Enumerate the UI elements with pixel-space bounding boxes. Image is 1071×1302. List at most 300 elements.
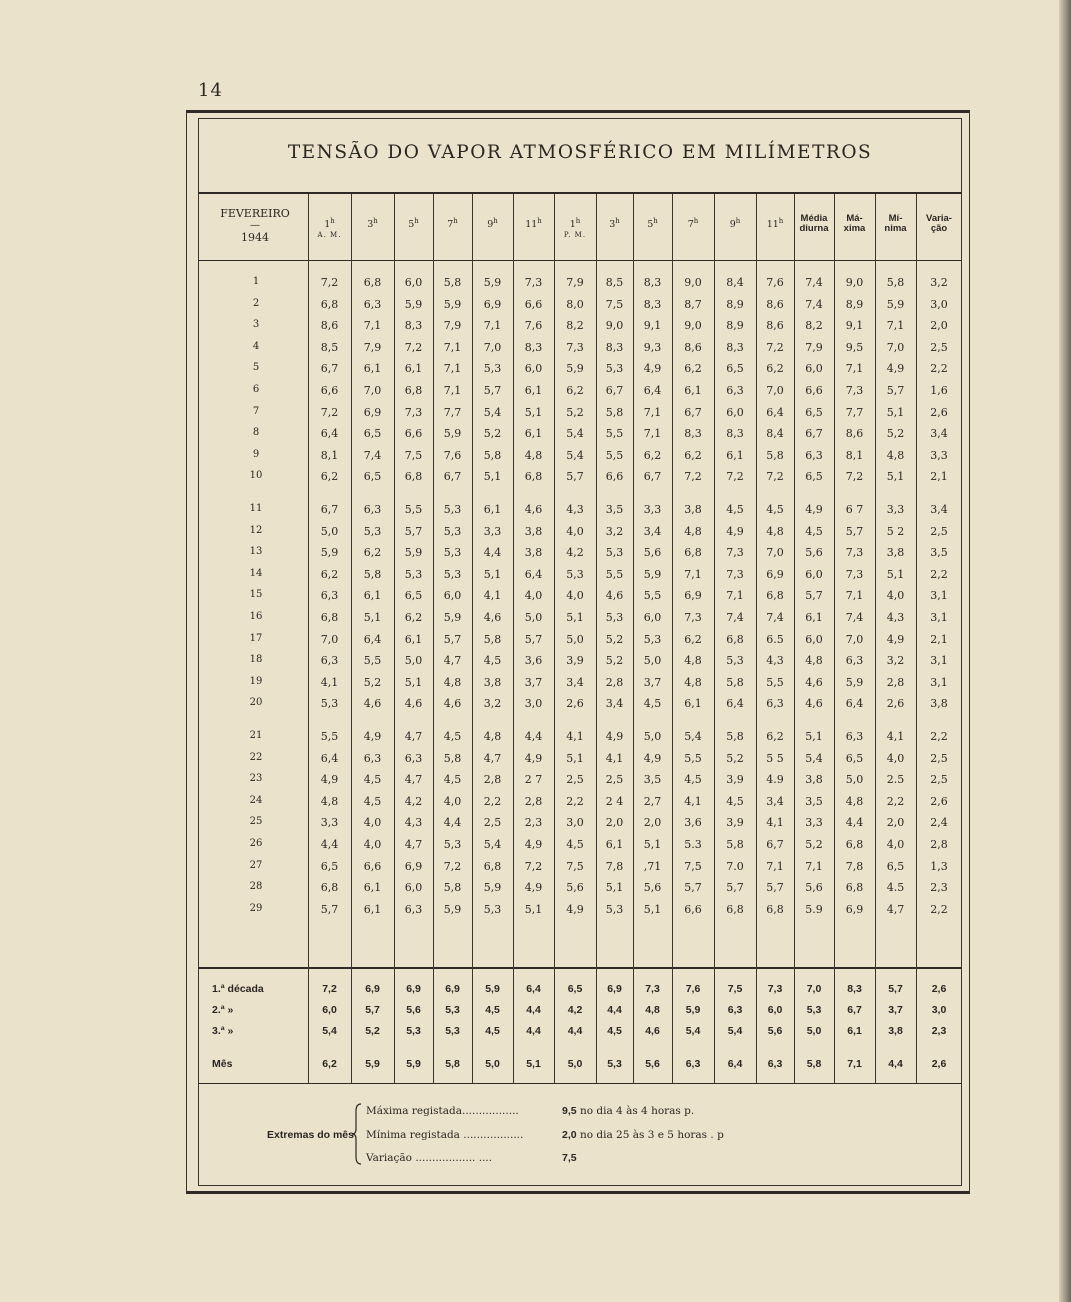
summary-cell: 6,7 — [847, 1004, 862, 1016]
table-cell: 5,2 — [363, 675, 382, 689]
table-cell: 5,3 — [443, 524, 462, 538]
table-cell: 7,2 — [684, 470, 702, 484]
column-header-8: 3$^h$ — [609, 217, 620, 231]
table-cell: 5,1 — [566, 611, 584, 624]
summary-cell: 2,3 — [931, 1025, 947, 1037]
table-cell: 3,4 — [930, 503, 948, 516]
summary-cell: 5,9 — [685, 1004, 701, 1016]
table-cell: 2,0 — [886, 816, 905, 830]
table-cell: 6,5 — [805, 470, 823, 484]
table-cell: 9,3 — [643, 340, 662, 354]
table-cell: 6,0 — [643, 611, 662, 624]
hour-unit: h — [493, 217, 498, 225]
day-number: 6 — [252, 384, 260, 395]
table-cell: 3,3 — [483, 524, 502, 538]
table-cell: 5,9 — [566, 362, 584, 376]
table-cell: 3,4 — [605, 697, 624, 711]
table-cell: 6,2 — [363, 546, 382, 560]
year-label: 1944 — [241, 231, 269, 244]
column-header-6: 11$^h$ — [525, 217, 542, 231]
table-cell: 4,8 — [320, 794, 339, 808]
table-cell: 2,2 — [930, 567, 948, 581]
table-cell: 3,8 — [524, 546, 543, 560]
table-cell: 6,8 — [726, 632, 744, 646]
table-cell: 4,8 — [886, 448, 905, 462]
table-cell: 7,6 — [524, 319, 543, 333]
table-cell: 4,0 — [886, 838, 905, 851]
table-cell: 3,4 — [566, 675, 584, 689]
table-cell: 6,7 — [805, 427, 823, 441]
table-cell: 5,9 — [483, 276, 502, 289]
table-cell: 6,8 — [483, 859, 502, 873]
summary-cell: 5,7 — [365, 1004, 380, 1016]
table-cell: 6,0 — [404, 276, 423, 289]
summary-cell: 5,4 — [322, 1025, 337, 1037]
summary-cell: 4,4 — [888, 1058, 903, 1070]
table-cell: 5,0 — [320, 524, 339, 538]
table-cell: 4,1 — [566, 730, 584, 743]
day-number: 23 — [249, 773, 263, 785]
table-cell: 6,7 — [443, 470, 462, 484]
table-cell: 5,7 — [886, 384, 905, 397]
table-title: TENSÃO DO VAPOR ATMOSFÉRICO EM MILÍMETROS — [287, 142, 873, 163]
table-cell: 6,3 — [845, 730, 864, 743]
table-cell: 3,3 — [643, 503, 662, 516]
table-cell: 8,1 — [845, 448, 864, 462]
table-cell: 9,5 — [845, 340, 864, 354]
summary-cell: 5,2 — [365, 1025, 380, 1037]
table-cell: 5,3 — [483, 902, 502, 916]
table-cell: 7,2 — [320, 405, 339, 419]
table-cell: 4,6 — [443, 697, 462, 711]
day-number: 17 — [249, 632, 263, 644]
table-cell: 3,2 — [930, 276, 948, 289]
table-cell: 6,7 — [605, 384, 624, 397]
table-cell: 5,9 — [404, 546, 423, 560]
table-cell: 8,3 — [643, 297, 662, 311]
table-cell: 3,9 — [726, 816, 744, 830]
table-cell: 2,8 — [605, 675, 624, 689]
table-cell: 4,7 — [483, 751, 502, 765]
table-cell: 6,1 — [726, 448, 744, 462]
table-cell: 8,2 — [566, 319, 584, 333]
table-cell: 7,3 — [845, 546, 864, 560]
table-cell: 5,8 — [483, 448, 502, 462]
table-cell: 6,4 — [643, 384, 662, 397]
table-cell: 5,3 — [363, 524, 382, 538]
table-cell: 7,2 — [766, 340, 784, 354]
table-cell: 4,3 — [886, 611, 905, 624]
table-cell: 7,3 — [684, 611, 702, 624]
table-cell: 4,9 — [524, 751, 543, 765]
table-cell: 8,2 — [805, 319, 823, 333]
summary-cell: 6,5 — [567, 983, 583, 995]
table-cell: 8,9 — [845, 297, 864, 311]
day-number: 9 — [252, 448, 260, 460]
table-cell: 7,4 — [766, 611, 784, 624]
summary-cell: 8,3 — [847, 983, 862, 995]
table-cell: 4,9 — [363, 730, 382, 743]
table-cell: 3,4 — [766, 794, 784, 808]
table-cell: 5,1 — [483, 567, 502, 581]
extreme-value — [562, 1152, 577, 1164]
stat-header-1: Média diurna — [799, 213, 829, 234]
table-cell: 3,0 — [930, 297, 948, 311]
table-cell: 6,4 — [363, 632, 382, 646]
table-cell: 6,9 — [404, 859, 423, 873]
table-cell: 5,9 — [443, 902, 462, 916]
extreme-detail: no dia 4 às 4 horas p. — [576, 1105, 695, 1117]
summary-cell: 5,3 — [806, 1004, 822, 1016]
table-cell: 5,2 — [566, 405, 584, 419]
table-cell: 5,3 — [566, 567, 584, 581]
summary-cell: 6,0 — [322, 1004, 337, 1016]
table-cell: 4,3 — [566, 503, 584, 516]
table-cell: 7,1 — [684, 567, 702, 581]
table-cell: 5,3 — [605, 611, 624, 624]
day-number: 27 — [249, 859, 263, 871]
table-cell: 8,0 — [566, 297, 584, 311]
table-cell: 4,9 — [524, 838, 543, 851]
table-cell: 3,6 — [684, 816, 702, 830]
table-cell: 4,7 — [404, 838, 423, 851]
table-cell: 7,2 — [320, 276, 339, 289]
table-cell: 8,4 — [766, 427, 784, 441]
day-number: 26 — [249, 838, 263, 849]
table-cell: 4,2 — [566, 546, 584, 560]
summary-cell: 6,9 — [406, 983, 421, 995]
table-cell: 7,3 — [845, 384, 864, 397]
table-cell: 6,9 — [766, 567, 784, 581]
table-cell: 5,7 — [684, 881, 702, 895]
summary-cell: 7,5 — [727, 983, 743, 995]
table-cell: 2,0 — [605, 816, 624, 830]
summary-cell: 5,7 — [888, 983, 903, 995]
table-cell: 3,9 — [566, 654, 584, 668]
summary-cell: 3,0 — [931, 1004, 947, 1016]
summary-cell: 5,0 — [806, 1025, 822, 1037]
table-cell: 5.9 — [805, 902, 823, 916]
table-cell: 5,7 — [483, 384, 502, 397]
summary-cell: 4,5 — [485, 1004, 500, 1016]
table-cell: 7,4 — [805, 276, 823, 289]
table-cell: 6,0 — [524, 362, 543, 376]
table-cell: 3,2 — [605, 524, 624, 538]
table-cell: 5,3 — [443, 503, 462, 516]
table-cell: 6,5 — [320, 859, 339, 873]
table-cell: 5,5 — [605, 567, 624, 581]
table-cell: 5,1 — [524, 405, 543, 419]
table-cell: 5,5 — [605, 427, 624, 441]
table-cell: 5,1 — [404, 675, 423, 689]
table-cell: 7,2 — [726, 470, 744, 484]
table-cell: 5,1 — [524, 902, 543, 916]
table-cell: 9,1 — [845, 319, 864, 333]
column-header-4: 7$^h$ — [447, 217, 458, 231]
table-cell: 5,3 — [605, 546, 624, 560]
hour-unit: h — [330, 217, 335, 225]
table-cell: 6,1 — [483, 503, 502, 516]
table-cell: 7,8 — [605, 859, 624, 873]
day-number: 28 — [249, 881, 263, 893]
table-cell: 6,4 — [524, 567, 543, 581]
table-cell: 5,2 — [805, 838, 823, 851]
table-cell: 9,0 — [605, 319, 624, 333]
table-cell: 3,1 — [930, 589, 948, 603]
day-number: 12 — [249, 524, 263, 536]
table-cell: 4.5 — [886, 881, 905, 895]
table-cell: 5 5 — [766, 751, 784, 765]
table-cell: 4,4 — [443, 816, 462, 830]
table-cell: 4,0 — [566, 589, 584, 603]
table-cell: 3,8 — [805, 773, 823, 787]
table-cell: 6,1 — [363, 902, 382, 916]
table-cell: 6,8 — [320, 611, 339, 624]
table-cell: 5,6 — [643, 546, 662, 560]
table-cell: 6,2 — [643, 448, 662, 462]
table-cell: 3,4 — [643, 524, 662, 538]
table-cell: 2,6 — [930, 405, 948, 419]
table-cell: 7,1 — [363, 319, 382, 333]
table-cell: 8,7 — [684, 297, 702, 311]
table-cell: 6,8 — [766, 902, 784, 916]
table-cell: 9,0 — [684, 276, 702, 289]
table-cell: 6,2 — [684, 448, 702, 462]
summary-cell: 6,9 — [365, 983, 380, 995]
day-number: 20 — [249, 697, 263, 709]
table-cell: 9,0 — [684, 319, 702, 333]
table-cell: 5,8 — [443, 276, 462, 289]
table-cell: 6,4 — [320, 427, 339, 441]
table-cell: 7,7 — [443, 405, 462, 419]
table-cell: 4,8 — [684, 675, 702, 689]
summary-cell: 7,3 — [767, 983, 783, 995]
table-cell: 4,5 — [726, 503, 744, 516]
table-cell: 4,5 — [684, 773, 702, 787]
table-cell: 7,0 — [320, 632, 339, 646]
header-dash: — — [250, 220, 260, 231]
column-header-11: 9$^h$ — [729, 217, 741, 231]
table-cell: 6,0 — [805, 362, 823, 376]
table-cell: 5,1 — [643, 838, 662, 851]
table-cell: 6,6 — [524, 297, 543, 311]
table-cell: 5,1 — [886, 567, 905, 581]
day-number: 4 — [252, 340, 260, 352]
table-cell: 2,5 — [483, 816, 502, 830]
summary-bottom-divider — [198, 1083, 962, 1084]
table-cell: 6,2 — [320, 567, 339, 581]
hour-unit: h — [453, 217, 458, 225]
day-number: 24 — [249, 794, 263, 806]
table-cell: 4,0 — [363, 838, 382, 851]
table-cell: 5,5 — [684, 751, 702, 765]
table-cell: 4,2 — [404, 794, 423, 808]
table-cell: 4.9 — [766, 773, 784, 787]
table-cell: 5,8 — [726, 675, 744, 689]
table-cell: 2,2 — [930, 730, 948, 743]
table-cell: 6,1 — [524, 427, 543, 441]
table-cell: 8,3 — [404, 319, 423, 333]
table-cell: 5,8 — [483, 632, 502, 646]
table-cell: 6,6 — [363, 859, 382, 873]
extreme-number: 7,5 — [562, 1152, 577, 1164]
table-cell: 3,8 — [524, 524, 543, 538]
table-cell: 4,6 — [605, 589, 624, 603]
table-cell: 4,4 — [524, 730, 543, 743]
table-cell: 2,5 — [930, 524, 948, 538]
table-cell: 6,8 — [726, 902, 744, 916]
day-number: 16 — [249, 611, 263, 622]
table-cell: 3,1 — [930, 654, 948, 668]
extreme-name: Mínima registada .................. — [366, 1129, 524, 1141]
table-cell: 5,5 — [320, 730, 339, 743]
table-cell: 2.5 — [886, 773, 905, 787]
table-cell: 6,3 — [363, 297, 382, 311]
day-number: 14 — [249, 567, 263, 579]
table-cell: 5,7 — [805, 589, 823, 603]
table-cell: 3,3 — [805, 816, 823, 830]
table-cell: 6,8 — [766, 589, 784, 603]
table-cell: 4,9 — [605, 730, 624, 743]
table-cell: 8,3 — [726, 427, 744, 441]
table-cell: 5,2 — [483, 427, 502, 441]
column-header-12: 11$^h$ — [766, 217, 784, 231]
table-cell: 8,1 — [320, 448, 339, 462]
table-cell: 7,0 — [845, 632, 864, 646]
table-cell: 7,2 — [524, 859, 543, 873]
table-cell: 4,5 — [805, 524, 823, 538]
table-cell: 7,8 — [845, 859, 864, 873]
table-cell: 4,8 — [443, 675, 462, 689]
table-cell: 4,9 — [566, 902, 584, 916]
table-cell: 6,1 — [605, 838, 624, 851]
summary-cell: 5,9 — [365, 1058, 380, 1070]
table-cell: 5,8 — [766, 448, 784, 462]
table-cell: 6,0 — [805, 632, 823, 646]
table-cell: 3,2 — [483, 697, 502, 711]
summary-cell: 2,6 — [931, 983, 947, 995]
table-cell: 4,8 — [684, 524, 702, 538]
table-cell: 5,8 — [886, 276, 905, 289]
table-cell: 5,5 — [605, 448, 624, 462]
table-cell: 5,0 — [404, 654, 423, 668]
day-number: 11 — [249, 503, 263, 514]
table-cell: 7,3 — [726, 567, 744, 581]
hour-unit: h — [653, 217, 658, 225]
table-cell: 8,5 — [605, 276, 624, 289]
summary-cell: 5,3 — [607, 1058, 622, 1070]
table-cell: 5,8 — [726, 838, 744, 851]
table-cell: 6,5 — [363, 470, 382, 484]
table-cell: 6,7 — [643, 470, 662, 484]
day-number: 8 — [252, 427, 260, 439]
table-cell: 2 4 — [605, 794, 624, 808]
table-cell: 5,4 — [566, 427, 584, 441]
summary-cell: 2,6 — [931, 1058, 947, 1070]
summary-cell: 6,3 — [767, 1058, 783, 1070]
table-cell: 3,2 — [886, 654, 905, 668]
table-cell: 8,6 — [766, 297, 784, 311]
header-divider — [198, 260, 962, 261]
table-cell: 7,1 — [766, 859, 784, 873]
summary-cell: 5,8 — [445, 1058, 460, 1070]
table-cell: 7,4 — [845, 611, 864, 624]
day-number: 5 — [252, 362, 260, 374]
summary-cell: 4,5 — [607, 1025, 622, 1037]
table-cell: 7,1 — [805, 859, 823, 873]
table-cell: 5,5 — [404, 503, 423, 516]
summary-cell: 6,0 — [767, 1004, 783, 1016]
table-cell: 5,1 — [886, 470, 905, 484]
table-cell: 3,1 — [930, 675, 948, 689]
column-header-1: 1$^h$ A. M. — [308, 216, 351, 240]
table-cell: 5,1 — [363, 611, 382, 624]
table-cell: 7,1 — [643, 405, 662, 419]
table-cell: 7,2 — [845, 470, 864, 484]
table-cell: 8,6 — [766, 319, 784, 333]
hour-unit: h — [414, 217, 419, 225]
table-cell: 6,5 — [845, 751, 864, 765]
table-cell: 4,4 — [320, 838, 339, 851]
table-cell: 6,7 — [684, 405, 702, 419]
table-cell: 2,8 — [886, 675, 905, 689]
summary-cell: 6,3 — [685, 1058, 701, 1070]
table-cell: 6,3 — [805, 448, 823, 462]
table-cell: 4,9 — [524, 881, 543, 895]
table-cell: 3,1 — [930, 611, 948, 624]
table-cell: 6,2 — [404, 611, 423, 624]
summary-cell: 5,9 — [485, 983, 500, 995]
table-cell: 3,5 — [930, 546, 948, 560]
table-cell: 5,6 — [805, 546, 823, 560]
table-cell: 2,7 — [643, 794, 662, 808]
table-cell: 2,6 — [566, 697, 584, 711]
table-cell: 5,3 — [483, 362, 502, 376]
table-cell: 7,1 — [443, 384, 462, 397]
table-cell: 5,7 — [726, 881, 744, 895]
table-cell: 7,4 — [726, 611, 744, 624]
table-cell: 6,6 — [320, 384, 339, 397]
table-cell: 4,0 — [886, 751, 905, 765]
table-cell: 5,7 — [404, 524, 423, 538]
table-cell: 6,9 — [684, 589, 702, 603]
hour-unit: h — [537, 217, 542, 225]
summary-cell: 5,0 — [567, 1058, 583, 1070]
table-cell: 7,1 — [845, 362, 864, 376]
table-cell: 4,5 — [443, 730, 462, 743]
table-cell: 2,1 — [930, 470, 948, 484]
table-cell: 5,1 — [643, 902, 662, 916]
table-cell: 7,5 — [566, 859, 584, 873]
table-cell: 4,7 — [404, 730, 423, 743]
table-cell: 4,8 — [805, 654, 823, 668]
table-cell: 2,5 — [566, 773, 584, 787]
table-cell: 1,3 — [930, 859, 948, 873]
table-cell: 7,1 — [643, 427, 662, 441]
summary-cell: 4,4 — [567, 1025, 583, 1037]
table-cell: 5,3 — [404, 567, 423, 581]
table-cell: 5,9 — [404, 297, 423, 311]
hour-unit: h — [575, 217, 581, 225]
table-cell: 4,9 — [726, 524, 744, 538]
summary-cell: 7,0 — [806, 983, 822, 995]
table-cell: 4,9 — [643, 362, 662, 376]
table-cell: 6,2 — [684, 362, 702, 376]
table-cell: 5,7 — [443, 632, 462, 646]
table-cell: 6,6 — [404, 427, 423, 441]
table-cell: 2,2 — [930, 362, 948, 376]
table-cell: 7,1 — [443, 362, 462, 376]
